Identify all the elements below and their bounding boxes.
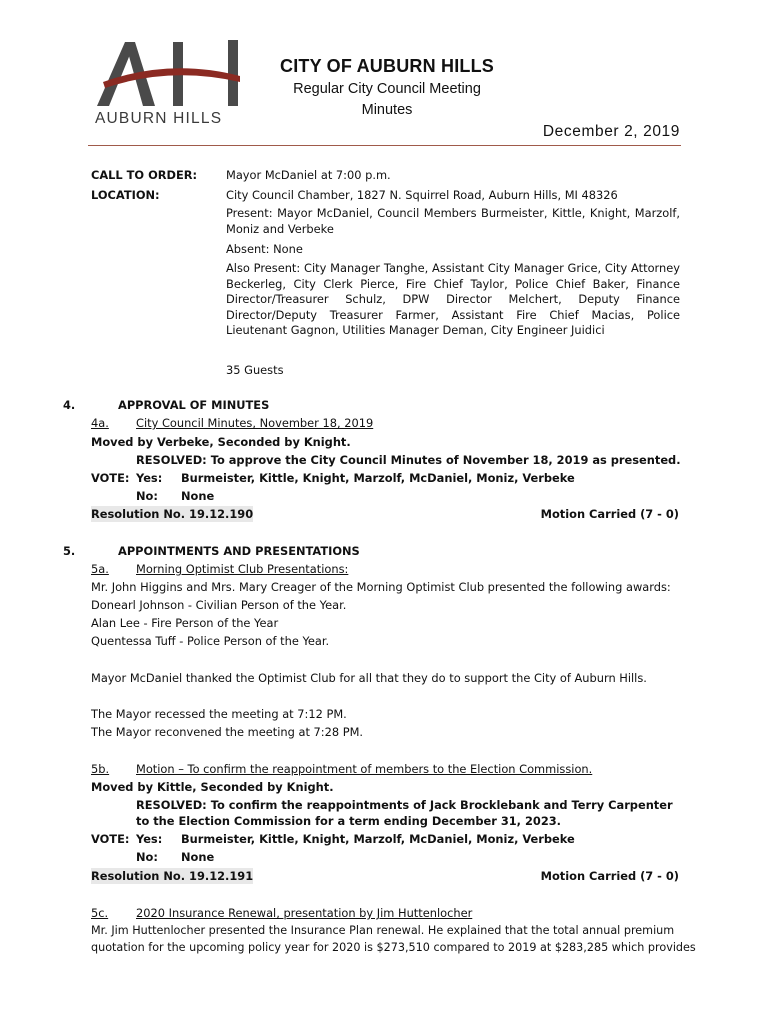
- section-4-title: APPROVAL OF MINUTES: [118, 398, 270, 412]
- item-5c-title: 2020 Insurance Renewal, presentation by Jim Huttenlocher: [136, 906, 473, 920]
- city-title: CITY OF AUBURN HILLS: [280, 56, 494, 76]
- item-4a-title: City Council Minutes, November 18, 2019: [136, 416, 374, 430]
- location-value: City Council Chamber, 1827 N. Squirrel Road, Auburn Hills, MI 48326: [226, 188, 618, 202]
- no-votes: None: [181, 850, 215, 864]
- motion-result: Motion Carried (7 - 0): [540, 507, 679, 521]
- item-4a-moved: Moved by Verbeke, Seconded by Knight.: [91, 435, 351, 449]
- item-5a-line: Quentessa Tuff - Police Person of the Year.: [91, 634, 330, 648]
- present-members: Present: Mayor McDaniel, Council Members Burmeister, Kittle, Knight, Marzolf, Moniz and Verbeke: [226, 206, 680, 236]
- section-5-title: APPOINTMENTS AND PRESENTATIONS: [118, 544, 360, 558]
- item-5a-line: Donearl Johnson - Civilian Person of the Year.: [91, 598, 347, 612]
- item-5b-resolved: RESOLVED: To confirm the reappointments of Jack Brocklebank and Terry Carpenter: [136, 798, 673, 812]
- yes-votes: Burmeister, Kittle, Knight, Marzolf, McDaniel, Moniz, Verbeke: [181, 832, 575, 846]
- document-type: Minutes: [361, 102, 413, 118]
- item-5a-line: Mr. John Higgins and Mrs. Mary Creager of the Morning Optimist Club presented the following awards:: [91, 580, 671, 594]
- item-5c-text: quotation for the upcoming policy year for 2020 is $273,510 compared to 2019 at $283,285 which provides: [91, 941, 696, 954]
- no-label: No:: [136, 850, 158, 864]
- also-present: Also Present: City Manager Tanghe, Assistant City Manager Grice, City Attorney Beckerleg, City Clerk Pierce, Fire Chief Taylor, Police Chief Baker, Finance Director/Treasurer Schulz, DPW Director Melchert, Deputy Finance Director/Deputy Treasurer Farmer, Assistant Fire Chief Macias, Police Lieutenant Gagnon, Utilities Manager Deman, City Engineer Juidici: [226, 261, 680, 338]
- call-to-order-value: Mayor McDaniel at 7:00 p.m.: [226, 168, 391, 182]
- reconvene-note: The Mayor reconvened the meeting at 7:28 PM.: [91, 725, 364, 739]
- item-4a-number: 4a.: [91, 416, 109, 430]
- no-label: No:: [136, 489, 158, 503]
- city-logo: [95, 38, 245, 128]
- item-5a-title: Morning Optimist Club Presentations:: [136, 562, 349, 576]
- item-5b-title: Motion – To confirm the reappointment of members to the Election Commission.: [136, 762, 593, 776]
- item-5c-text: Mr. Jim Huttenlocher presented the Insurance Plan renewal. He explained that the total annual premium: [91, 924, 675, 937]
- recess-note: The Mayor recessed the meeting at 7:12 PM.: [91, 707, 347, 721]
- item-4a-resolved: RESOLVED: To approve the City Council Minutes of November 18, 2019 as presented.: [136, 453, 681, 467]
- vote-label: VOTE:: [91, 471, 130, 485]
- item-5a-line: Alan Lee - Fire Person of the Year: [91, 616, 279, 630]
- meeting-title: Regular City Council Meeting: [293, 81, 481, 97]
- logo-wordmark: AUBURN HILLS: [95, 110, 223, 127]
- vote-label: VOTE:: [91, 832, 130, 846]
- item-5c-number: 5c.: [91, 906, 109, 920]
- yes-votes: Burmeister, Kittle, Knight, Marzolf, McDaniel, Moniz, Verbeke: [181, 471, 575, 485]
- meeting-date: December 2, 2019: [542, 123, 680, 140]
- item-5a-number: 5a.: [91, 562, 109, 576]
- section-4-number: 4.: [63, 398, 76, 412]
- motion-result: Motion Carried (7 - 0): [540, 869, 679, 883]
- location-label: LOCATION:: [91, 188, 160, 202]
- absent-members: Absent: None: [226, 242, 303, 256]
- guest-count: 35 Guests: [226, 363, 284, 377]
- item-5b-resolved-cont: to the Election Commission for a term ending December 31, 2023.: [136, 814, 562, 828]
- item-5b-moved: Moved by Kittle, Seconded by Knight.: [91, 780, 334, 794]
- yes-label: Yes:: [136, 471, 163, 485]
- resolution-number: Resolution No. 19.12.190: [91, 507, 254, 521]
- section-5-number: 5.: [63, 544, 76, 558]
- header-divider: [88, 145, 681, 146]
- no-votes: None: [181, 489, 215, 503]
- resolution-number: Resolution No. 19.12.191: [91, 869, 254, 883]
- item-5b-number: 5b.: [91, 762, 110, 776]
- ah-logo-mark: [95, 38, 245, 108]
- yes-label: Yes:: [136, 832, 163, 846]
- call-to-order-label: CALL TO ORDER:: [91, 168, 198, 182]
- item-5a-thanks: Mayor McDaniel thanked the Optimist Club for all that they do to support the City of Auburn Hills.: [91, 671, 647, 685]
